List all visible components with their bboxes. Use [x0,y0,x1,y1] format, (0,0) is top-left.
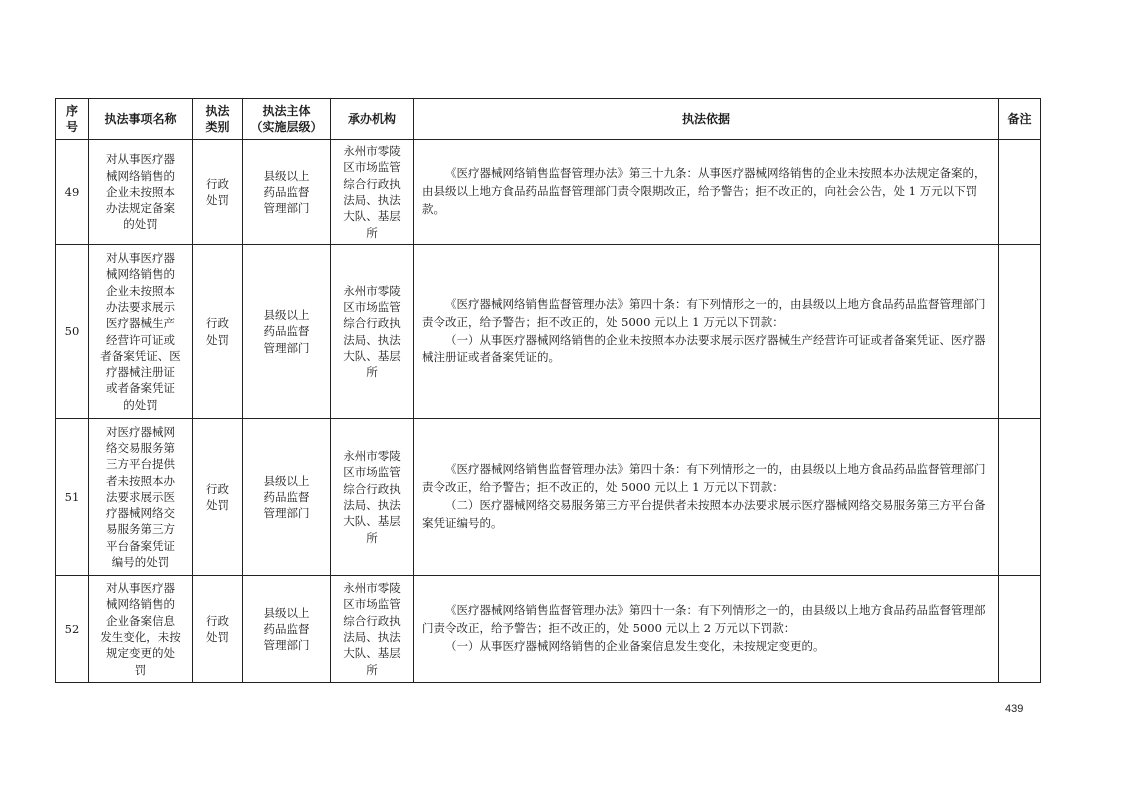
row-remark [999,245,1041,419]
basis-paragraph: （一）从事医疗器械网络销售的企业备案信息发生变化，未按规定变更的。 [445,638,825,653]
row-item-name: 对医疗器械网 络交易服务第 三方平台提供 者未按照本办 法要求展示医 疗器械网络交 易服务第三方 平台备案凭证 编号的处罚 [89,419,193,576]
enforcement-table [55,98,1041,683]
row-item-name: 对从事医疗器 械网络销售的 企业备案信息 发生变化，未按 规定变更的处 罚 [89,576,193,683]
basis-paragraph: （一）从事医疗器械网络销售的企业未按照本办法要求展示医疗器械生产经营许可证或者备案凭证、医疗器械注册证或者备案凭证的。 [422,332,986,365]
row-category: 行政 处罚 [193,419,243,576]
row-remark [999,419,1041,576]
header-agency: 承办机构 [331,99,414,140]
row-category: 行政 处罚 [193,140,243,245]
row-basis [414,140,999,245]
header-category: 执法 类别 [193,99,243,140]
row-basis [414,419,999,576]
table-row [56,140,1041,245]
basis-paragraph: 《医疗器械网络销售监督管理办法》第四十条：有下列情形之一的，由县级以上地方食品药品监督管理部门责令改正，给予警告；拒不改正的，处 5000 元以上 1 万元以下罚款： [422,296,986,329]
header-remark: 备注 [999,99,1041,140]
row-seq: 51 [56,419,89,576]
header-seq: 序 号 [56,99,89,140]
row-remark [999,140,1041,245]
row-subject: 县级以上 药品监督 管理部门 [243,419,331,576]
basis-paragraph: 《医疗器械网络销售监督管理办法》第三十九条：从事医疗器械网络销售的企业未按照本办法规定备案的，由县级以上地方食品药品监督管理部门责令限期改正，给予警告；拒不改正的，向社会公告，处 1 万元以下罚款。 [422,166,986,216]
table-row [56,576,1041,683]
header-subject: 执法主体 （实施层级） [243,99,331,140]
row-item-name: 对从事医疗器 械网络销售的 企业未按照本 办法规定备案 的处罚 [89,140,193,245]
row-agency: 永州市零陵 区市场监管 综合行政执 法局、执法 大队、基层 所 [331,576,414,683]
header-basis: 执法依据 [414,99,999,140]
table-row [56,245,1041,419]
basis-paragraph: 《医疗器械网络销售监督管理办法》第四十条：有下列情形之一的，由县级以上地方食品药品监督管理部门责令改正，给予警告；拒不改正的，处 5000 元以上 1 万元以下罚款： [422,462,986,495]
row-subject: 县级以上 药品监督 管理部门 [243,245,331,419]
row-remark [999,576,1041,683]
row-seq: 50 [56,245,89,419]
basis-paragraph: （二）医疗器械网络交易服务第三方平台提供者未按照本办法要求展示医疗器械网络交易服务第三方平台备案凭证编号的。 [422,498,986,530]
header-row [56,99,1041,140]
row-item-name: 对从事医疗器 械网络销售的 企业未按照本 办法要求展示 医疗器械生产 经营许可证或 者备案凭证、医 疗器械注册证 或者备案凭证 的处罚 [89,245,193,419]
table-row [56,419,1041,576]
header-item-name: 执法事项名称 [89,99,193,140]
row-category: 行政 处罚 [193,245,243,419]
row-basis [414,245,999,419]
row-subject: 县级以上 药品监督 管理部门 [243,140,331,245]
row-subject: 县级以上 药品监督 管理部门 [243,576,331,683]
row-basis [414,576,999,683]
row-agency: 永州市零陵 区市场监管 综合行政执 法局、执法 大队、基层 所 [331,140,414,245]
basis-paragraph: 《医疗器械网络销售监督管理办法》第四十一条：有下列情形之一的，由县级以上地方食品药品监督管理部门责令改正，给予警告；拒不改正的，处 5000 元以上 2 万元以下罚款： [422,603,986,636]
row-agency: 永州市零陵 区市场监管 综合行政执 法局、执法 大队、基层 所 [331,419,414,576]
row-seq: 52 [56,576,89,683]
row-seq: 49 [56,140,89,245]
row-agency: 永州市零陵 区市场监管 综合行政执 法局、执法 大队、基层 所 [331,245,414,419]
row-category: 行政 处罚 [193,576,243,683]
page-number: 439 [1005,703,1024,715]
